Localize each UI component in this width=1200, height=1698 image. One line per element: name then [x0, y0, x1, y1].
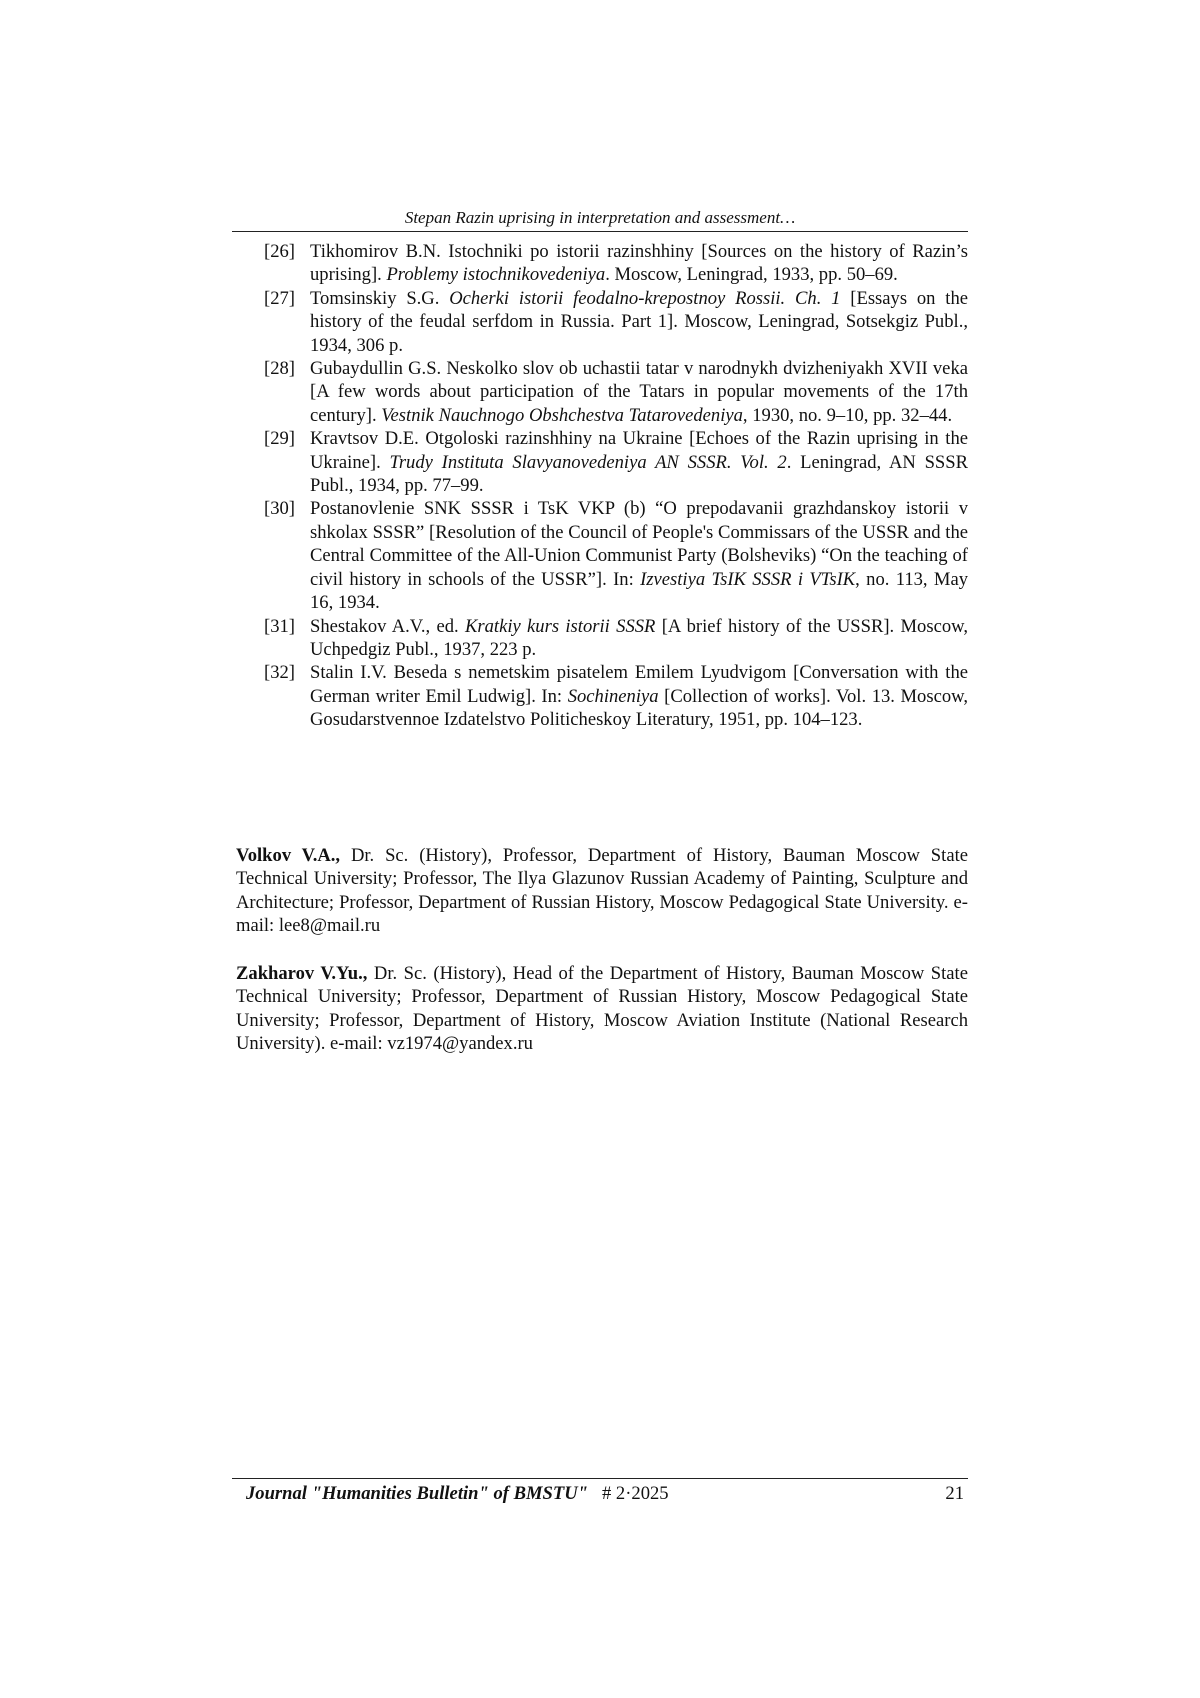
reference-text — [310, 661, 968, 731]
reference-text — [310, 427, 968, 497]
reference-number: [30] — [264, 498, 295, 520]
reference-item — [264, 287, 968, 357]
footer-rule — [232, 1478, 968, 1479]
reference-title-italic: Kratkiy kurs istorii SSSR — [464, 615, 656, 637]
reference-segment: , no. 113, May 16, 1934. — [310, 568, 968, 614]
page-footer — [246, 1483, 964, 1505]
reference-item — [264, 497, 968, 614]
reference-title-italic: Sochineniya — [567, 685, 659, 707]
reference-text — [310, 497, 968, 614]
reference-segment: Tomsinskiy S.G. — [310, 287, 450, 309]
author-details: Dr. Sc. (History), Head of the Department of History, Bauman Moscow State Technical University; Professor, Department of Russian History, Moscow Pedagogical State University; Professor, Department of History, Moscow Aviation Institute (National Research University). e-mail: vz1974@yandex.ru — [236, 963, 968, 1055]
header-rule — [232, 231, 968, 232]
reference-segment: [Essays on the history of the feudal serfdom in Russia. Part 1]. Moscow, Leningrad, Sotsekgiz Publ., 1934, 306 p. — [310, 287, 969, 356]
reference-title-italic: Ocherki istorii feodalno-krepostnoy Rossii. Ch. 1 — [449, 287, 841, 309]
reference-title-italic: Problemy istochnikovedeniya — [386, 264, 606, 286]
reference-number: [28] — [264, 358, 295, 380]
reference-segment: [Collection of works]. Vol. 13. Moscow, Gosudarstvennoe Izdatelstvo Politicheskoy Literatury, 1951, pp. 104–123. — [310, 685, 969, 731]
reference-segment: . Leningrad, AN SSSR Publ., 1934, pp. 77–99. — [310, 451, 968, 497]
reference-segment: . Moscow, Leningrad, 1933, pp. 50–69. — [605, 264, 898, 286]
reference-number: [26] — [264, 241, 295, 262]
reference-segment: Postanovlenie SNK SSSR i TsK VKP (b) “O prepodavanii grazhdanskoy istorii v shkolax SSSR” [Resolution of the Council of People's Commissars of the USSR and the Central Committee of the All-Union Communist Party (Bolsheviks) “On the teaching of civil history in schools of the USSR”]. In: — [310, 498, 968, 590]
reference-number: [31] — [264, 615, 295, 637]
author-info-volkov — [236, 844, 968, 938]
issue-number: # 2·2025 — [601, 1483, 669, 1504]
reference-item — [264, 661, 968, 731]
reference-segment: Kravtsov D.E. Otgoloski razinshhiny na Ukraine [Echoes of the Razin uprising in the Ukraine]. — [310, 428, 968, 473]
reference-segment: Tikhomirov B.N. Istochniki po istorii razinshhiny [Sources on the history of Razin’s uprising]. — [310, 241, 968, 286]
journal-title: Journal "Humanities Bulletin" of BMSTU" — [246, 1483, 588, 1504]
reference-title-italic: Trudy Instituta Slavyanovedeniya AN SSSR. Vol. 2 — [389, 451, 787, 473]
author-name: Zakharov V.Yu., — [236, 963, 368, 984]
reference-text — [310, 287, 968, 357]
reference-item — [264, 615, 968, 662]
reference-number: [32] — [264, 662, 295, 684]
reference-text — [310, 357, 968, 427]
reference-item — [264, 427, 968, 497]
reference-text — [310, 615, 968, 662]
running-header: Stepan Razin uprising in interpretation and assessment… — [404, 208, 796, 227]
reference-segment: , 1930, no. 9–10, pp. 32–44. — [742, 404, 953, 426]
reference-title-italic: Vestnik Nauchnogo Obshchestva Tatarovedeniya — [381, 404, 743, 426]
reference-number: [29] — [264, 428, 295, 450]
reference-title-italic: Izvestiya TsIK SSSR i VTsIK — [640, 568, 856, 590]
page-number: 21 — [945, 1483, 964, 1504]
reference-item — [264, 240, 968, 287]
reference-segment: [A brief history of the USSR]. Moscow, Uchpedgiz Publ., 1937, 223 p. — [310, 615, 968, 660]
reference-number: [27] — [264, 287, 295, 309]
reference-list — [264, 240, 968, 732]
reference-segment: Shestakov A.V., ed. — [310, 615, 465, 637]
reference-text — [310, 240, 968, 287]
author-info-zakharov — [236, 962, 968, 1056]
author-details: Dr. Sc. (History), Professor, Department of History, Bauman Moscow State Technical University; Professor, The Ilya Glazunov Russian Academy of Painting, Sculpture and Architecture; Professor, Department of Russian History, Moscow Pedagogical State University. e-mail: lee8@mail.ru — [236, 845, 968, 937]
reference-segment: Stalin I.V. Beseda s nemetskim pisatelem Emilem Lyudvigom [Conversation with the German writer Emil Ludwig]. In: — [310, 662, 968, 707]
reference-item — [264, 357, 968, 427]
reference-segment: Gubaydullin G.S. Neskolko slov ob uchastii tatar v narodnykh dvizheniyakh XVII veka [A few words about participation of the Tatars in popular movements of the 17th century]. — [310, 358, 968, 426]
author-name: Volkov V.A., — [236, 845, 341, 866]
